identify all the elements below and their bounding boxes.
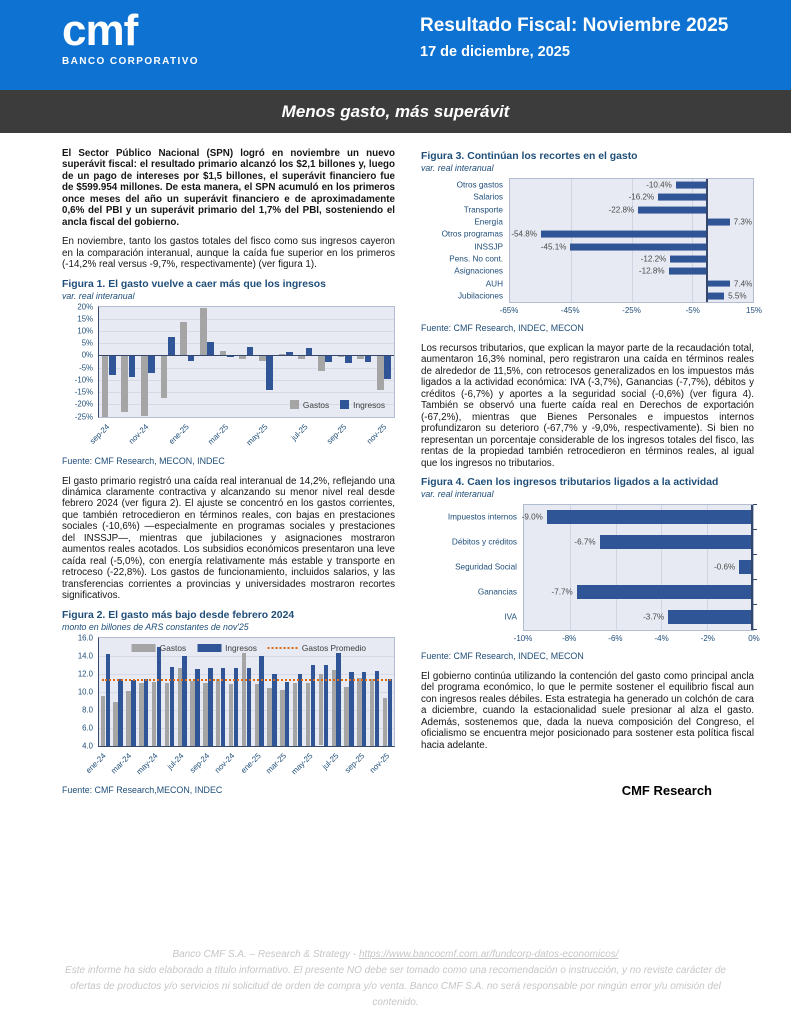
y-axis-label: -5% — [79, 363, 93, 373]
bar — [344, 687, 348, 746]
axis-tick — [753, 604, 757, 605]
logo-subtext: BANCO CORPORATIVO — [62, 56, 199, 67]
y-axis-label: 10.0 — [77, 687, 93, 697]
bar — [157, 647, 161, 745]
category-label: Asignaciones — [454, 266, 503, 276]
zero-axis — [706, 179, 708, 302]
chart-row — [477, 580, 753, 605]
bar — [139, 683, 143, 745]
bar — [383, 698, 387, 746]
y-axis-label: 10% — [77, 326, 93, 336]
x-axis-label: mar-25 — [264, 750, 289, 775]
grid-line — [99, 343, 394, 344]
footer-text — [51, 947, 741, 1011]
chart-legend — [290, 400, 385, 410]
x-axis-label: -6% — [608, 633, 623, 643]
right-column — [421, 148, 763, 805]
y-axis-label: 16.0 — [77, 633, 93, 643]
bar — [668, 610, 753, 624]
value-label: -16.2% — [628, 192, 655, 202]
axis-tick — [753, 504, 757, 505]
chart-row — [474, 240, 753, 252]
category-label: Pens. No cont. — [449, 254, 503, 264]
figure-2 — [62, 610, 395, 795]
chart-row — [455, 555, 753, 580]
bar — [216, 679, 220, 746]
x-axis-label: 15% — [745, 305, 763, 315]
category-label: Impuestos internos — [447, 512, 517, 522]
bar — [266, 355, 273, 389]
value-label: 5.5% — [728, 291, 747, 301]
bar — [384, 355, 391, 379]
bar — [577, 585, 753, 599]
x-axis-label: -10% — [513, 633, 533, 643]
value-label: 7.4% — [733, 279, 753, 289]
cmf-logo — [62, 6, 199, 67]
x-axis-label: mar-25 — [205, 421, 230, 446]
figure-4 — [421, 476, 760, 661]
y-axis-label: -15% — [74, 387, 93, 397]
bar — [255, 684, 259, 745]
bar — [182, 656, 186, 745]
chart-row — [504, 605, 753, 630]
cmf-research-signature: CMF Research — [621, 783, 712, 799]
figure3-subtitle: var. real interanual — [421, 163, 494, 173]
bar — [541, 231, 707, 238]
legend-item — [290, 400, 329, 410]
report-date: 17 de diciembre, 2025 — [420, 44, 570, 60]
headline-banner — [0, 90, 791, 133]
bar — [180, 322, 187, 355]
value-label: -9.0% — [521, 512, 543, 522]
y-axis-label: 0% — [81, 350, 93, 360]
paragraph-gobierno: El gobierno continúa utilizando la contención del gasto como principal ancla del programa económico, lo que le permite sostener el equilibrio fiscal aun con ingresos reales débiles. Esta estrategia ha generado un colchón de cara a diciembre, cuando la estacionalidad suele presionar al alza el gasto. Además, sostenemos que, dada la nueva composición del Congreso, el oficialismo se encuentra mejor posicionado para sostener esta política fiscal hacia adelante. — [421, 670, 754, 751]
bar — [332, 670, 336, 746]
legend-label: Gastos Promedio — [301, 642, 367, 653]
bar — [247, 347, 254, 355]
chart-row — [447, 505, 753, 530]
bar — [345, 355, 352, 362]
bar — [670, 255, 707, 262]
x-axis-label: nov-25 — [368, 750, 392, 775]
y-axis-label: 12.0 — [77, 669, 93, 678]
bar — [362, 672, 366, 746]
bar — [267, 688, 271, 746]
bar — [676, 182, 708, 189]
bar — [707, 292, 724, 299]
category-label: Débitos y créditos — [451, 537, 517, 547]
x-axis-label: jul-24 — [165, 750, 186, 771]
y-axis-label: 8.0 — [82, 705, 93, 714]
chart-row — [454, 265, 753, 277]
category-label: Energía — [474, 217, 503, 227]
bar — [707, 280, 729, 287]
value-label: -0.6% — [714, 562, 736, 572]
bar — [638, 206, 707, 213]
zero-axis — [751, 505, 753, 630]
chart-row — [463, 204, 753, 216]
value-label: -10.4% — [646, 180, 672, 190]
legend-label: Ingresos — [225, 642, 257, 653]
bar — [207, 342, 214, 355]
footer-line1: Banco CMF S.A. – Research & Strategy - — [172, 949, 359, 960]
bar — [203, 683, 207, 746]
y-axis-label: 6.0 — [82, 723, 93, 733]
x-axis-label: 0% — [748, 633, 760, 643]
average-line — [102, 679, 391, 681]
footer-disclaimer: Este informe ha sido elaborado a título informativo. El presente NO debe ser tomado como una recomendación o instrucción, y no reviste carácter de ofertas de productos y/o servicios ni solicitud de orden de compra y/o venta. Banco CMF S.A. no será responsable por ningún error y/u omisión del contenido. — [65, 965, 726, 1008]
bar — [200, 308, 207, 356]
bar — [165, 683, 169, 746]
category-label: Seguridad Social — [455, 562, 517, 572]
figure2-title: Figura 2. El gasto más bajo desde febrero 2024 — [62, 609, 295, 621]
bar — [311, 665, 315, 745]
legend-swatch — [290, 400, 299, 409]
chart-plot — [447, 504, 754, 631]
figure1-title: Figura 1. El gasto vuelve a caer más que los ingresos — [62, 278, 326, 290]
report-body — [0, 133, 791, 805]
x-axis-label: may-24 — [134, 750, 160, 776]
axis-tick — [753, 629, 757, 630]
value-label: -12.8% — [638, 266, 665, 276]
figure2-source: Fuente: CMF Research,MECON, INDEC — [62, 784, 223, 795]
bar — [298, 674, 302, 745]
axis-tick — [753, 554, 757, 555]
value-label: -54.8% — [511, 229, 537, 239]
legend-item — [197, 643, 257, 653]
axis-tick — [753, 529, 757, 530]
paragraph-recursos-tributarios: Los recursos tributarios, que explican la mayor parte de la recaudación total, aumentaron 16,3% nominal, pero registraron una caída en términos reales de alrededor de 11,5%, con retrocesos generalizados en los impuestos más ligados a la actividad económica: IVA (-3,7%), Ganancias (-7,7%), débitos y créditos (-6,7%) y aportes a la seguridad social (-0,6%) (ver figura 4). También se observó una fuerte caída real en Derechos de exportación (-67,2%), mientras que Bienes Personales e impuestos internos profundizaron su deterioro (-67,7% y -9,0%, respectivamente). Si bien no representan un porcentaje considerable de los ingresos totales del fisco, las rentas de la propiedad también retrocedieron en términos reales, al igual que los ingresos no tributarios. — [421, 342, 754, 469]
chart-row — [451, 530, 753, 555]
legend-item — [132, 643, 186, 653]
figure1-subtitle: var. real interanual — [62, 290, 135, 301]
paragraph-gasto-primario: El gasto primario registró una caída real interanual de 14,2%, reflejando una dinámica claramente contractiva y alcanzando su menor nivel real desde febrero 2024 (ver figura 2). El ajuste se concentró en los gastos corrientes, que también retrocedieron en términos reales, con bajas en prestaciones sociales (-10,6%) —especialmente en programas sociales y prestaciones del INSSJP—, mientras que jubilaciones y asignaciones mostraron aumentos reales acotados. Los subsidios económicos presentaron una leve caída real (-5,0%), con energía relativamente más estable y transporte en retroceso (-22,8%). Los gastos de funcionamiento, incluidos salarios, y las transferencias corrientes a provincias y universidades mostraron recortes significativos. — [62, 475, 395, 602]
legend-label: Gastos — [159, 642, 187, 653]
figure4-title: Figura 4. Caen los ingresos tributarios ligados a la actividad — [421, 476, 719, 488]
chart-row — [449, 253, 753, 265]
legend-item — [268, 643, 366, 653]
legend-item — [340, 400, 385, 410]
chart-row — [474, 216, 753, 228]
y-axis-label: -25% — [74, 412, 93, 422]
bar — [144, 679, 148, 746]
bar — [318, 355, 325, 370]
category-label: Salarios — [473, 192, 503, 202]
category-label: AUH — [485, 279, 503, 289]
bar — [272, 674, 276, 745]
bar — [101, 696, 105, 746]
value-label: -7.7% — [551, 587, 573, 597]
bar — [285, 682, 289, 746]
bar — [293, 683, 297, 745]
chart-row — [485, 277, 753, 289]
y-axis-label: 14.0 — [77, 651, 93, 660]
zero-axis — [99, 355, 394, 356]
x-axis-label: -4% — [654, 633, 669, 643]
bar — [102, 355, 109, 416]
chart-plot — [74, 302, 395, 422]
x-axis-label: may-25 — [244, 421, 270, 447]
x-axis-label: sep-24 — [187, 750, 211, 775]
x-axis-label: -8% — [562, 633, 577, 643]
bar — [280, 690, 284, 746]
value-label: -22.8% — [608, 205, 635, 215]
legend-swatch — [340, 400, 349, 409]
x-axis-label: sep-25 — [342, 750, 366, 775]
bar — [131, 680, 135, 746]
x-axis-label: ene-25 — [238, 750, 263, 775]
header-titles — [420, 15, 728, 60]
grid-line — [99, 331, 394, 332]
x-axis-label: -65% — [499, 305, 519, 315]
report-header — [0, 0, 791, 90]
bar — [190, 681, 194, 746]
figure3-source: Fuente: CMF Research, INDEC, MECON — [421, 322, 584, 333]
bar — [148, 355, 155, 372]
x-axis-label: may-25 — [289, 750, 315, 776]
x-axis-label: -5% — [685, 305, 700, 315]
x-axis-label: nov-24 — [213, 750, 237, 775]
value-label: -3.7% — [643, 612, 665, 622]
y-axis-label: 20% — [77, 302, 93, 312]
x-axis-label: nov-24 — [127, 421, 151, 446]
figure2-subtitle: monto en billones de ARS constantes de nov'25 — [62, 621, 249, 632]
y-axis-label: 5% — [81, 338, 93, 348]
y-axis-label: 4.0 — [82, 741, 93, 751]
x-axis-label: -25% — [622, 305, 641, 315]
x-axis-label: jul-25 — [289, 421, 310, 442]
headline-text: Menos gasto, más superávit — [281, 101, 510, 121]
bar — [547, 510, 753, 524]
bar — [121, 355, 128, 412]
chart-row — [456, 179, 753, 191]
bar — [669, 268, 708, 275]
figure4-source: Fuente: CMF Research, INDEC, MECON — [421, 650, 584, 661]
bar — [129, 355, 136, 376]
report-title: Resultado Fiscal: Noviembre 2025 — [420, 15, 729, 36]
category-label: Ganancias — [477, 587, 517, 597]
bar — [141, 355, 148, 415]
bar — [707, 219, 729, 226]
chart-plot — [77, 633, 395, 751]
figure4-subtitle: var. real interanual — [421, 488, 494, 499]
category-label: Transporte — [463, 205, 503, 215]
bar — [319, 674, 323, 746]
figure-1 — [62, 279, 395, 466]
bar — [161, 355, 168, 398]
axis-tick — [753, 579, 757, 580]
bar — [370, 679, 374, 746]
category-label: IVA — [504, 612, 517, 622]
x-axis-label: sep-25 — [325, 421, 349, 446]
x-axis-labels — [83, 747, 395, 781]
figure3-chart — [421, 178, 763, 319]
legend-label: Gastos — [302, 399, 330, 410]
chart-plot — [441, 178, 754, 303]
figure3-title: Figura 3. Continúan los recortes en el gasto — [421, 151, 638, 162]
chart-row — [457, 290, 753, 302]
bar — [229, 684, 233, 745]
chart-row — [473, 191, 753, 203]
bar — [658, 194, 707, 201]
x-axis-labels — [499, 303, 763, 319]
legend-swatch — [132, 644, 156, 652]
bar — [113, 702, 117, 745]
x-axis-label: sep-24 — [87, 421, 112, 446]
bar — [106, 654, 110, 746]
bar — [152, 682, 156, 746]
bar — [168, 337, 175, 355]
bar — [349, 672, 353, 746]
legend-swatch — [268, 647, 298, 649]
bar — [306, 683, 310, 745]
bar — [324, 665, 328, 745]
paragraph-november: En noviembre, tanto los gastos totales del fisco como sus ingresos cayeron en la comparación interanual, aunque la caída fue superior en los primeros (-14,2% real versus -9,7%, respectivamente) (ver figura 1). — [62, 236, 395, 271]
y-axis-label: 15% — [77, 314, 93, 324]
bar — [388, 679, 392, 746]
x-axis-label: -45% — [560, 305, 580, 315]
figure2-chart — [62, 633, 395, 781]
grid-line — [99, 656, 394, 657]
y-axis-label: -20% — [74, 399, 93, 409]
x-axis-label: jul-25 — [320, 750, 341, 771]
bar — [109, 355, 116, 375]
x-axis-label: mar-24 — [109, 750, 134, 775]
footer-link[interactable]: https://www.bancocmf.com.ar/fundcorp-datos-economicos/ — [359, 949, 619, 960]
x-axis-label: ene-25 — [166, 421, 191, 446]
chart-legend — [132, 643, 366, 653]
bar — [570, 243, 707, 250]
left-column — [62, 148, 395, 805]
bar — [259, 656, 263, 745]
value-label: 7.3% — [733, 217, 753, 227]
figure4-chart — [421, 504, 760, 647]
category-label: Otros gastos — [456, 180, 503, 190]
x-axis-labels — [513, 631, 760, 647]
bar — [118, 679, 122, 746]
figure1-source: Fuente: CMF Research, MECON, INDEC — [62, 455, 225, 466]
bar — [242, 653, 246, 746]
bar — [377, 355, 384, 390]
bar — [357, 678, 361, 746]
category-label: Jubilaciones — [457, 291, 503, 301]
value-label: -45.1% — [540, 242, 567, 252]
x-axis-label: nov-25 — [364, 421, 389, 446]
category-label: Otros programas — [441, 229, 503, 239]
bar — [600, 535, 753, 549]
bar — [126, 691, 130, 746]
value-label: -12.2% — [640, 254, 667, 264]
bar — [306, 348, 313, 355]
legend-swatch — [197, 644, 221, 652]
report-footer — [0, 947, 791, 1011]
figure1-chart — [62, 302, 395, 452]
x-axis-labels — [87, 418, 395, 452]
bar — [375, 671, 379, 746]
value-label: -6.7% — [574, 537, 596, 547]
grid-line — [99, 319, 394, 320]
x-axis-label: ene-24 — [83, 750, 108, 775]
intro-paragraph: El Sector Público Nacional (SPN) logró en noviembre un nuevo superávit fiscal: el resultado primario alcanzó los $2,1 billones y, luego de un pago de intereses por $1,5 billones, el superávit financiero fue de $599.954 millones. De esta manera, el SPN acumuló en los primeros once meses del año un superávit financiero e de aproximadamente 0,6% del PBI y un superávit primario del 1,7% del PBI, sosteniendo el ancla fiscal del gobierno. — [62, 148, 395, 228]
bar — [336, 653, 340, 746]
chart-row — [441, 228, 753, 240]
figure-3 — [421, 151, 763, 333]
category-label: INSSJP — [474, 242, 503, 252]
legend-label: Ingresos — [353, 399, 385, 410]
x-axis-label: -2% — [700, 633, 715, 643]
y-axis-label: -10% — [74, 375, 93, 385]
logo-text: cmf — [62, 6, 138, 55]
